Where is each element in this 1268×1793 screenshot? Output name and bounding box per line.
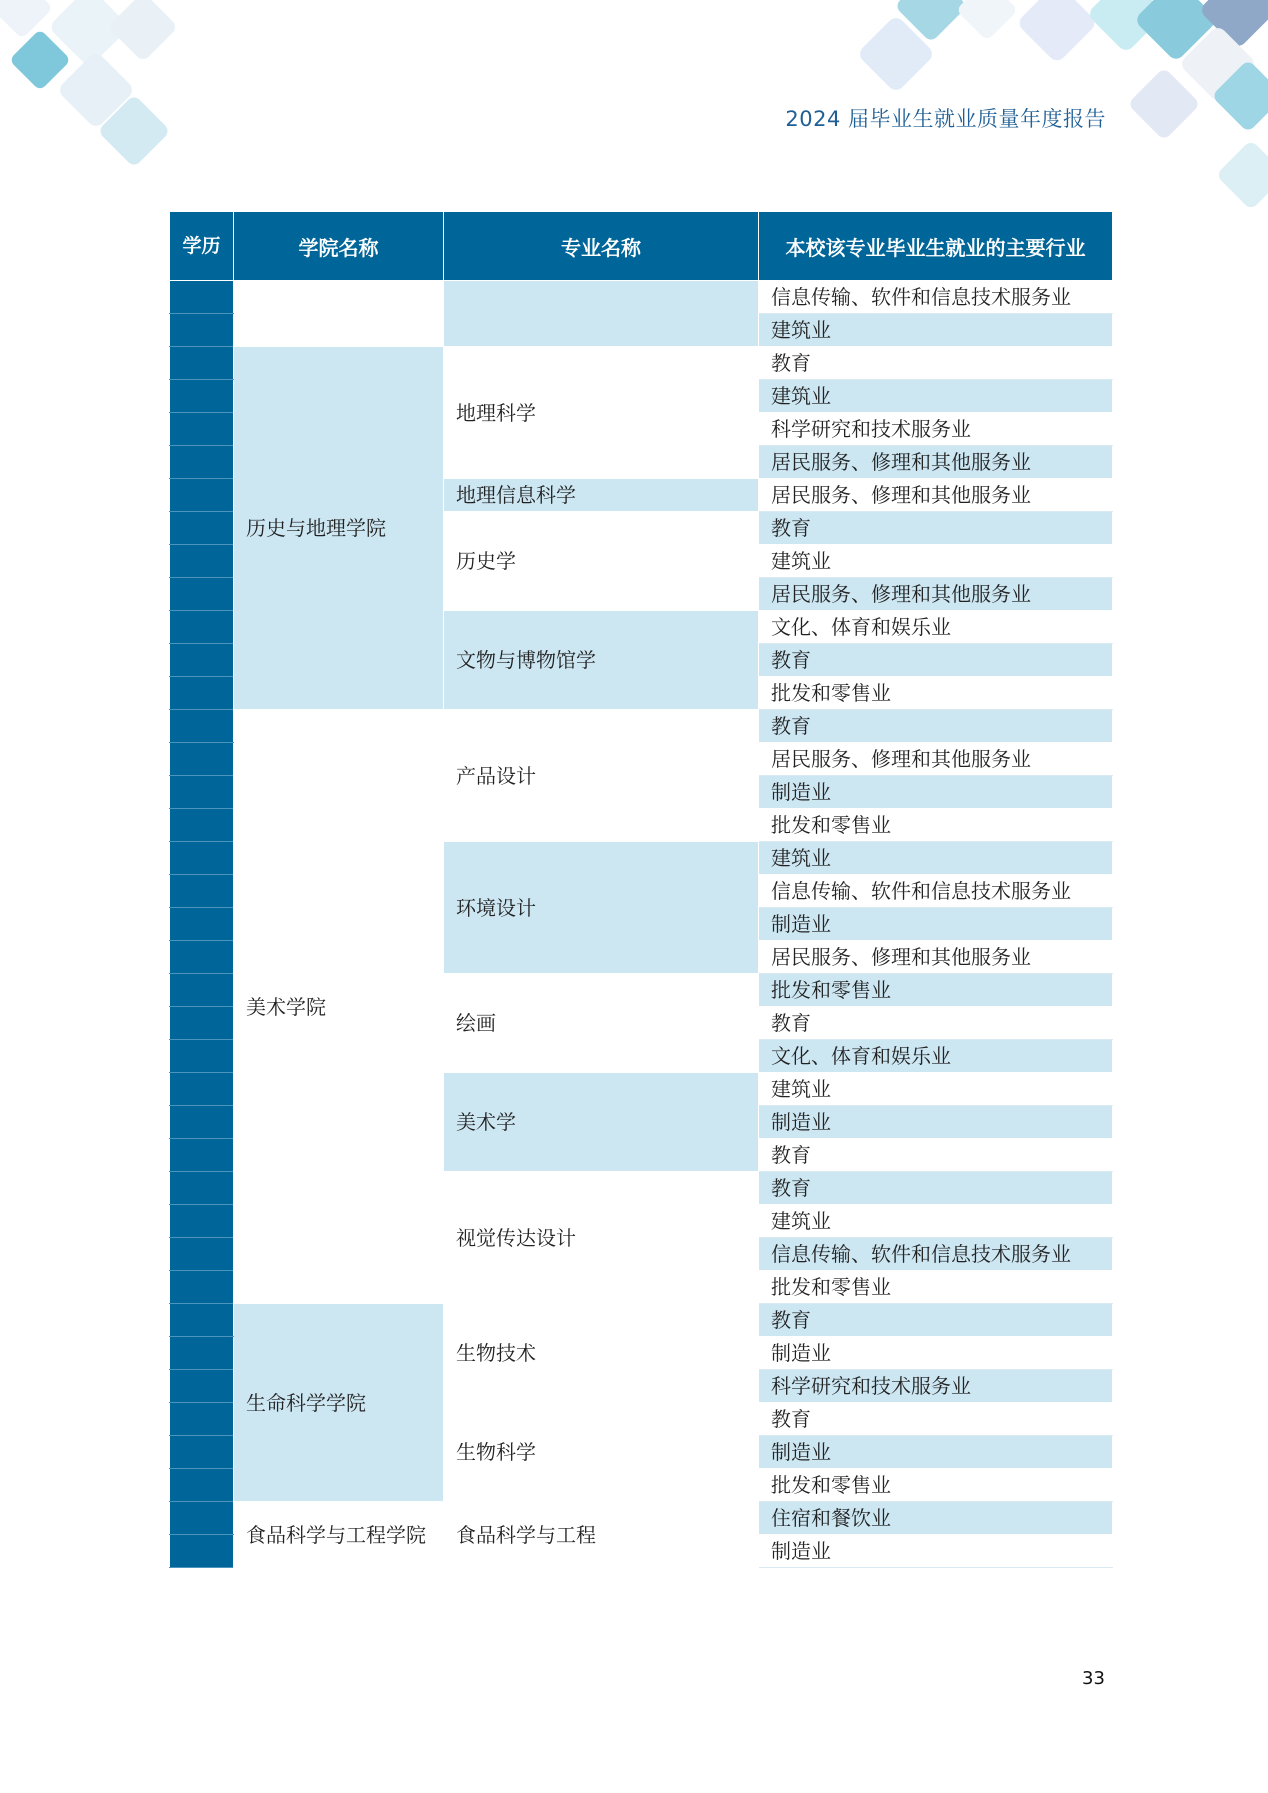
education-cell <box>170 413 234 446</box>
education-cell <box>170 677 234 710</box>
industry-cell: 建筑业 <box>759 545 1113 578</box>
industry-cell: 教育 <box>759 347 1113 380</box>
education-cell <box>170 1172 234 1205</box>
table-row <box>170 347 1113 380</box>
major-cell: 生物科学 <box>444 1403 759 1502</box>
major-cell: 文物与博物馆学 <box>444 611 759 710</box>
education-cell <box>170 281 234 314</box>
major-cell: 历史学 <box>444 512 759 611</box>
industry-cell: 住宿和餐饮业 <box>759 1502 1113 1535</box>
industry-cell: 科学研究和技术服务业 <box>759 413 1113 446</box>
industry-cell: 教育 <box>759 1172 1113 1205</box>
major-cell: 产品设计 <box>444 710 759 842</box>
industry-cell: 居民服务、修理和其他服务业 <box>759 479 1113 512</box>
education-cell <box>170 1040 234 1073</box>
industry-cell: 制造业 <box>759 776 1113 809</box>
industry-cell: 居民服务、修理和其他服务业 <box>759 941 1113 974</box>
industry-cell: 制造业 <box>759 1337 1113 1370</box>
industry-cell: 文化、体育和娱乐业 <box>759 1040 1113 1073</box>
education-cell <box>170 842 234 875</box>
table-body <box>170 281 1113 1568</box>
industry-cell: 批发和零售业 <box>759 1271 1113 1304</box>
education-cell <box>170 908 234 941</box>
education-cell <box>170 479 234 512</box>
major-cell: 地理科学 <box>444 347 759 479</box>
major-cell: 生物技术 <box>444 1304 759 1403</box>
major-cell: 环境设计 <box>444 842 759 974</box>
education-cell <box>170 1205 234 1238</box>
education-cell <box>170 1436 234 1469</box>
industry-table <box>169 211 1113 1568</box>
major-cell: 地理信息科学 <box>444 479 759 512</box>
education-cell <box>170 941 234 974</box>
education-cell <box>170 1469 234 1502</box>
education-cell <box>170 347 234 380</box>
major-cell <box>444 281 759 347</box>
industry-cell: 制造业 <box>759 908 1113 941</box>
education-cell <box>170 1271 234 1304</box>
industry-cell: 批发和零售业 <box>759 974 1113 1007</box>
industry-cell: 制造业 <box>759 1535 1113 1568</box>
education-cell <box>170 809 234 842</box>
education-cell <box>170 1106 234 1139</box>
industry-cell: 批发和零售业 <box>759 809 1113 842</box>
table-row <box>170 710 1113 743</box>
education-cell <box>170 776 234 809</box>
education-cell <box>170 743 234 776</box>
industry-cell: 教育 <box>759 1304 1113 1337</box>
education-cell <box>170 1337 234 1370</box>
industry-cell: 信息传输、软件和信息技术服务业 <box>759 1238 1113 1271</box>
education-cell <box>170 875 234 908</box>
education-cell <box>170 1304 234 1337</box>
industry-cell: 文化、体育和娱乐业 <box>759 611 1113 644</box>
college-cell: 食品科学与工程学院 <box>234 1502 444 1568</box>
industry-cell: 信息传输、软件和信息技术服务业 <box>759 281 1113 314</box>
major-cell: 绘画 <box>444 974 759 1073</box>
industry-cell: 居民服务、修理和其他服务业 <box>759 743 1113 776</box>
industry-cell: 信息传输、软件和信息技术服务业 <box>759 875 1113 908</box>
education-cell <box>170 545 234 578</box>
major-cell: 美术学 <box>444 1073 759 1172</box>
header-industry: 本校该专业毕业生就业的主要行业 <box>759 212 1113 281</box>
college-cell: 历史与地理学院 <box>234 347 444 710</box>
college-cell: 生命科学学院 <box>234 1304 444 1502</box>
education-cell <box>170 644 234 677</box>
education-cell <box>170 380 234 413</box>
education-cell <box>170 1238 234 1271</box>
table-row <box>170 1502 1113 1535</box>
industry-cell: 教育 <box>759 710 1113 743</box>
header-education: 学历 <box>170 212 234 281</box>
education-cell <box>170 1535 234 1568</box>
education-cell <box>170 611 234 644</box>
education-cell <box>170 1502 234 1535</box>
college-cell <box>234 281 444 347</box>
industry-cell: 教育 <box>759 1007 1113 1040</box>
industry-cell: 科学研究和技术服务业 <box>759 1370 1113 1403</box>
education-cell <box>170 1007 234 1040</box>
education-cell <box>170 710 234 743</box>
industry-cell: 批发和零售业 <box>759 677 1113 710</box>
education-cell <box>170 314 234 347</box>
table-row <box>170 281 1113 314</box>
page-number: 33 <box>1082 1668 1105 1689</box>
table-row <box>170 1304 1113 1337</box>
education-cell <box>170 446 234 479</box>
industry-cell: 教育 <box>759 1139 1113 1172</box>
header-major: 专业名称 <box>444 212 759 281</box>
industry-cell: 教育 <box>759 512 1113 545</box>
table-header-row <box>170 212 1113 281</box>
education-cell <box>170 512 234 545</box>
header-college: 学院名称 <box>234 212 444 281</box>
industry-cell: 批发和零售业 <box>759 1469 1113 1502</box>
education-cell <box>170 1139 234 1172</box>
education-cell <box>170 1403 234 1436</box>
industry-cell: 制造业 <box>759 1436 1113 1469</box>
major-cell: 食品科学与工程 <box>444 1502 759 1568</box>
industry-cell: 建筑业 <box>759 842 1113 875</box>
education-cell <box>170 974 234 1007</box>
education-cell <box>170 578 234 611</box>
industry-cell: 建筑业 <box>759 314 1113 347</box>
industry-cell: 建筑业 <box>759 380 1113 413</box>
industry-cell: 建筑业 <box>759 1205 1113 1238</box>
education-cell <box>170 1370 234 1403</box>
industry-cell: 教育 <box>759 644 1113 677</box>
education-cell <box>170 1073 234 1106</box>
report-title: 2024 届毕业生就业质量年度报告 <box>785 107 1106 131</box>
industry-cell: 居民服务、修理和其他服务业 <box>759 446 1113 479</box>
industry-cell: 建筑业 <box>759 1073 1113 1106</box>
industry-cell: 居民服务、修理和其他服务业 <box>759 578 1113 611</box>
college-cell: 美术学院 <box>234 710 444 1304</box>
major-cell: 视觉传达设计 <box>444 1172 759 1304</box>
industry-cell: 教育 <box>759 1403 1113 1436</box>
industry-cell: 制造业 <box>759 1106 1113 1139</box>
